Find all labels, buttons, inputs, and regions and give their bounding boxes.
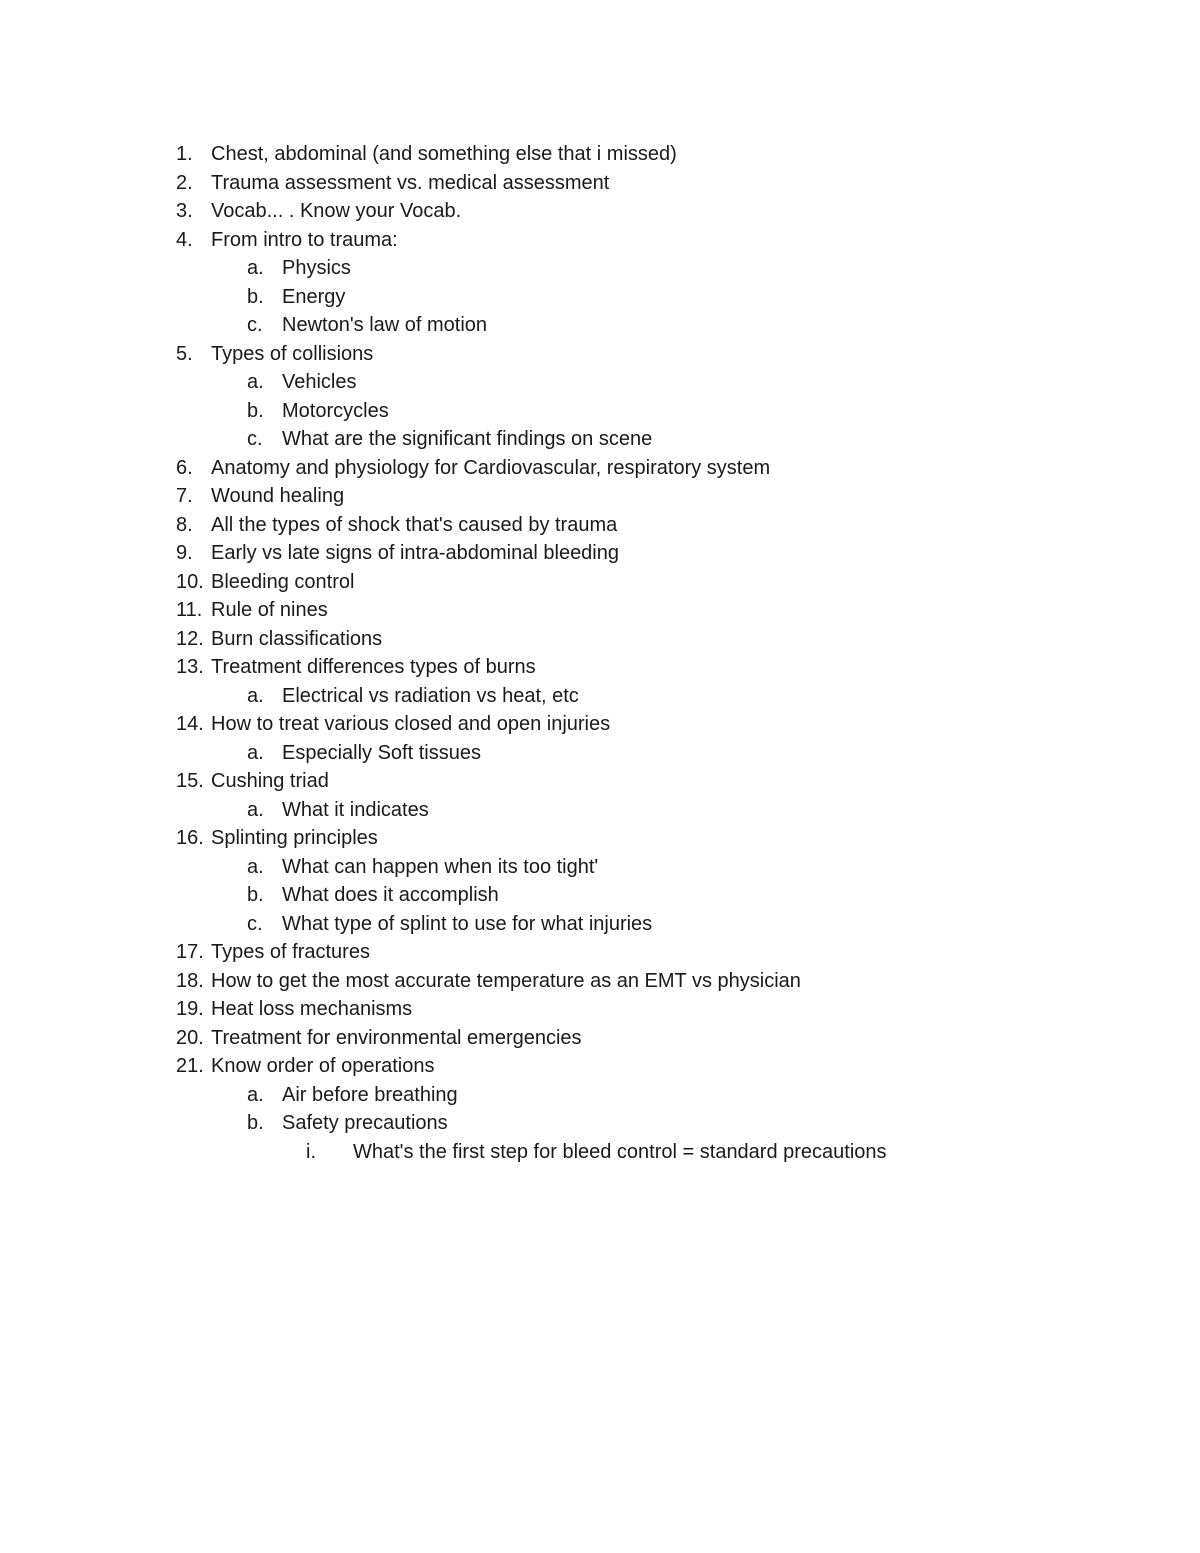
list-marker: 10. — [176, 570, 204, 593]
list-marker: 17. — [176, 941, 204, 963]
list-marker: b. — [247, 399, 264, 422]
outline-item-level-2 — [0, 910, 1200, 939]
outline-item-level-1 — [0, 995, 1200, 1024]
list-item-text: Electrical vs radiation vs heat, etc — [282, 684, 579, 707]
list-marker: 16. — [176, 827, 204, 849]
list-marker: a. — [247, 1083, 264, 1106]
list-item-text: Safety precautions — [282, 1112, 448, 1134]
list-item-text: Types of collisions — [211, 342, 374, 365]
list-item-text: What's the first step for bleed control = standard precautions — [353, 1140, 887, 1163]
list-item-text: Physics — [282, 257, 351, 279]
list-item-text: Splinting principles — [211, 827, 378, 849]
outline-item-level-2 — [0, 853, 1200, 882]
outline-item-level-1 — [0, 511, 1200, 540]
list-marker: i. — [306, 1140, 316, 1163]
list-item-text: Motorcycles — [282, 399, 389, 422]
outline-item-level-1 — [0, 454, 1200, 483]
outline-item-level-1 — [0, 482, 1200, 511]
list-item-text: What can happen when its too tight' — [282, 855, 599, 878]
outline-item-level-2 — [0, 425, 1200, 454]
list-item-text: Types of fractures — [211, 941, 370, 963]
list-item-text: What are the significant findings on scene — [282, 428, 653, 450]
list-marker: 3. — [176, 200, 193, 222]
outline-item-level-2 — [0, 682, 1200, 711]
list-item-text: Chest, abdominal (and something else that i missed) — [211, 143, 677, 165]
list-marker: 11. — [176, 599, 203, 621]
list-marker: b. — [247, 285, 264, 308]
list-marker: 18. — [176, 969, 204, 992]
list-marker: c. — [247, 314, 263, 336]
outline-item-level-1 — [0, 653, 1200, 682]
list-marker: 1. — [176, 143, 193, 165]
list-marker: b. — [247, 1112, 264, 1134]
outline-item-level-1 — [0, 596, 1200, 625]
outline-item-level-1 — [0, 197, 1200, 226]
list-item-text: Treatment for environmental emergencies — [211, 1026, 582, 1049]
list-marker: a. — [247, 257, 264, 279]
list-item-text: Bleeding control — [211, 570, 355, 593]
list-marker: 15. — [176, 770, 204, 792]
list-item-text: Vocab... . Know your Vocab. — [211, 200, 462, 222]
outline-item-level-1 — [0, 140, 1200, 169]
list-item-text: What it indicates — [282, 798, 429, 821]
list-item-text: How to treat various closed and open injuries — [211, 713, 611, 735]
list-marker: 6. — [176, 456, 193, 479]
outline-item-level-2 — [0, 254, 1200, 283]
outline-item-level-2 — [0, 796, 1200, 825]
outline-item-level-1 — [0, 568, 1200, 597]
list-marker: 19. — [176, 998, 204, 1020]
list-item-text: Heat loss mechanisms — [211, 998, 413, 1020]
outline-item-level-1 — [0, 169, 1200, 198]
list-marker: 13. — [176, 656, 204, 678]
list-marker: 9. — [176, 542, 193, 564]
document-page — [0, 140, 1200, 1166]
list-marker: a. — [247, 855, 264, 878]
outline-item-level-1 — [0, 967, 1200, 996]
outline-item-level-2 — [0, 739, 1200, 768]
list-marker: 5. — [176, 342, 193, 365]
outline-item-level-2 — [0, 311, 1200, 340]
outline-item-level-2 — [0, 368, 1200, 397]
list-marker: 4. — [176, 228, 193, 251]
list-item-text: Vehicles — [282, 371, 357, 393]
outline-item-level-1 — [0, 340, 1200, 369]
outline-item-level-2 — [0, 1081, 1200, 1110]
outline-item-level-2 — [0, 1109, 1200, 1138]
outline-item-level-1 — [0, 938, 1200, 967]
outline-item-level-1 — [0, 226, 1200, 255]
list-marker: c. — [247, 428, 263, 450]
outline-item-level-1 — [0, 1052, 1200, 1081]
list-item-text: What does it accomplish — [282, 884, 499, 906]
list-item-text: Treatment differences types of burns — [211, 656, 536, 678]
list-marker: a. — [247, 741, 264, 764]
outline-item-level-3 — [0, 1138, 1200, 1167]
list-marker: 14. — [176, 713, 204, 735]
list-marker: 20. — [176, 1026, 204, 1049]
outline-item-level-2 — [0, 881, 1200, 910]
list-marker: a. — [247, 684, 264, 707]
outline-item-level-1 — [0, 625, 1200, 654]
list-item-text: Trauma assessment vs. medical assessment — [211, 171, 610, 194]
list-item-text: Anatomy and physiology for Cardiovascular, respiratory system — [211, 456, 771, 479]
list-item-text: What type of splint to use for what injuries — [282, 912, 653, 935]
list-item-text: Newton's law of motion — [282, 314, 488, 336]
list-marker: 12. — [176, 627, 204, 650]
outline-item-level-1 — [0, 710, 1200, 739]
list-item-text: Energy — [282, 285, 346, 308]
list-item-text: How to get the most accurate temperature as an EMT vs physician — [211, 969, 801, 992]
list-item-text: From intro to trauma: — [211, 228, 398, 251]
list-item-text: Air before breathing — [282, 1083, 458, 1106]
outline-item-level-1 — [0, 539, 1200, 568]
outline-item-level-1 — [0, 767, 1200, 796]
list-marker: 21. — [176, 1055, 204, 1077]
list-item-text: Know order of operations — [211, 1055, 435, 1077]
list-marker: 8. — [176, 513, 193, 536]
list-item-text: Rule of nines — [211, 599, 328, 621]
outline-item-level-2 — [0, 283, 1200, 312]
list-marker: a. — [247, 371, 264, 393]
list-item-text: Cushing triad — [211, 770, 329, 792]
list-marker: c. — [247, 912, 263, 935]
list-item-text: Burn classifications — [211, 627, 383, 650]
outline-item-level-2 — [0, 397, 1200, 426]
list-item-text: Early vs late signs of intra-abdominal bleeding — [211, 542, 619, 564]
list-item-text: Especially Soft tissues — [282, 741, 481, 764]
list-item-text: All the types of shock that's caused by trauma — [211, 513, 618, 536]
list-marker: 2. — [176, 171, 193, 194]
outline-list — [0, 140, 1200, 1166]
list-marker: b. — [247, 884, 264, 906]
list-marker: a. — [247, 798, 264, 821]
outline-item-level-1 — [0, 824, 1200, 853]
outline-item-level-1 — [0, 1024, 1200, 1053]
list-marker: 7. — [176, 485, 193, 507]
list-item-text: Wound healing — [211, 485, 345, 507]
